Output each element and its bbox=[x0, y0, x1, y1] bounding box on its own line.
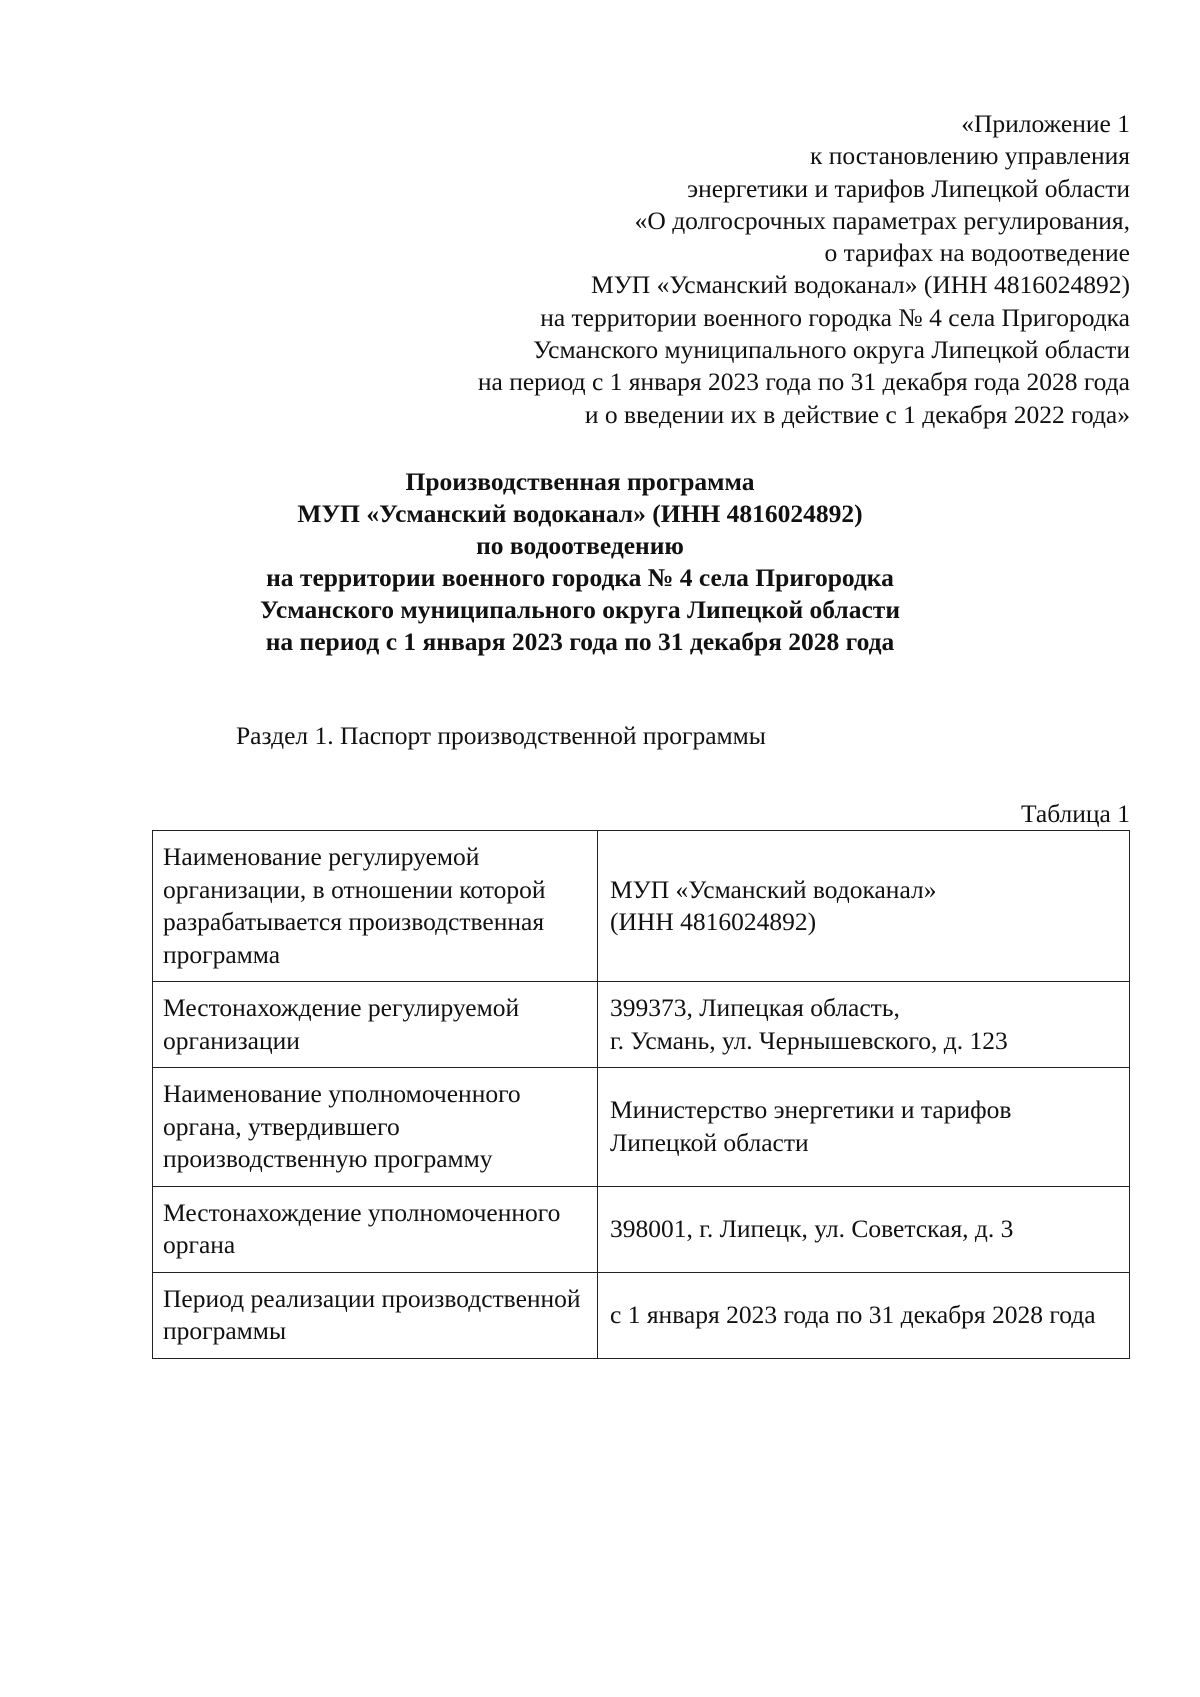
value-line: с 1 января 2023 года по 31 декабря 2028 года bbox=[610, 1299, 1096, 1329]
table-cell-key: Период реализации производственной программы bbox=[153, 1272, 598, 1358]
table-row bbox=[153, 1186, 1130, 1272]
table-cell-key: Местонахождение регулируемой организации bbox=[153, 982, 598, 1068]
title-line: МУП «Усманский водоканал» (ИНН 4816024892) bbox=[297, 499, 863, 528]
appendix-line: на территории военного городка № 4 села Пригородка bbox=[540, 302, 1130, 332]
table-cell-key: Наименование регулируемой организации, в отношении которой разрабатывается производственная программа bbox=[153, 831, 598, 982]
appendix-line: и о введении их в действие с 1 декабря 2022 года» bbox=[584, 399, 1130, 429]
table-row bbox=[153, 982, 1130, 1068]
table-cell-key: Наименование уполномоченного органа, утвердившего производственную программу bbox=[153, 1068, 598, 1187]
section-heading: Раздел 1. Паспорт производственной программы bbox=[236, 721, 766, 750]
table-cell-value bbox=[598, 982, 1130, 1068]
table-cell-value bbox=[598, 1068, 1130, 1187]
value-line: 399373, Липецкая область, bbox=[610, 993, 900, 1022]
value-line: (ИНН 4816024892) bbox=[610, 907, 817, 936]
value-line: г. Усмань, ул. Чернышевского, д. 123 bbox=[610, 1025, 1008, 1055]
appendix-line: к постановлению управления bbox=[810, 141, 1130, 171]
table-cell-value bbox=[598, 831, 1130, 982]
appendix-line: «О долгосрочных параметрах регулирования, bbox=[634, 205, 1130, 235]
table-cell-value bbox=[598, 1272, 1130, 1358]
title-line: Усманского муниципального округа Липецкой области bbox=[259, 595, 901, 624]
document-title bbox=[150, 466, 1010, 658]
title-line: на период с 1 января 2023 года по 31 декабря 2028 года bbox=[265, 627, 895, 656]
value-line: Министерство энергетики и тарифов bbox=[610, 1095, 1012, 1125]
table-row bbox=[153, 1068, 1130, 1187]
appendix-line: Усманского муниципального округа Липецкой области bbox=[533, 335, 1130, 365]
appendix-line: энергетики и тарифов Липецкой области bbox=[687, 173, 1130, 203]
appendix-line: на период с 1 января 2023 года по 31 декабря года 2028 года bbox=[477, 367, 1130, 397]
value-line: МУП «Усманский водоканал» bbox=[610, 874, 937, 904]
title-line: на территории военного городка № 4 села Пригородка bbox=[266, 563, 894, 592]
passport-table bbox=[152, 830, 1130, 1359]
appendix-header bbox=[230, 108, 1130, 431]
table-cell-value bbox=[598, 1186, 1130, 1272]
table-cell-key: Местонахождение уполномоченного органа bbox=[153, 1186, 598, 1272]
appendix-line: о тарифах на водоотведение bbox=[824, 238, 1130, 268]
title-line: по водоотведению bbox=[476, 531, 684, 560]
title-line: Производственная программа bbox=[405, 467, 755, 496]
appendix-line: МУП «Усманский водоканал» (ИНН 4816024892) bbox=[591, 270, 1130, 300]
value-line: Липецкой области bbox=[610, 1127, 809, 1157]
table-row bbox=[153, 1272, 1130, 1358]
value-line: 398001, г. Липецк, ул. Советская, д. 3 bbox=[610, 1213, 1014, 1243]
table-label: Таблица 1 bbox=[1020, 799, 1130, 828]
appendix-line: «Приложение 1 bbox=[961, 109, 1130, 138]
table-row bbox=[153, 831, 1130, 982]
